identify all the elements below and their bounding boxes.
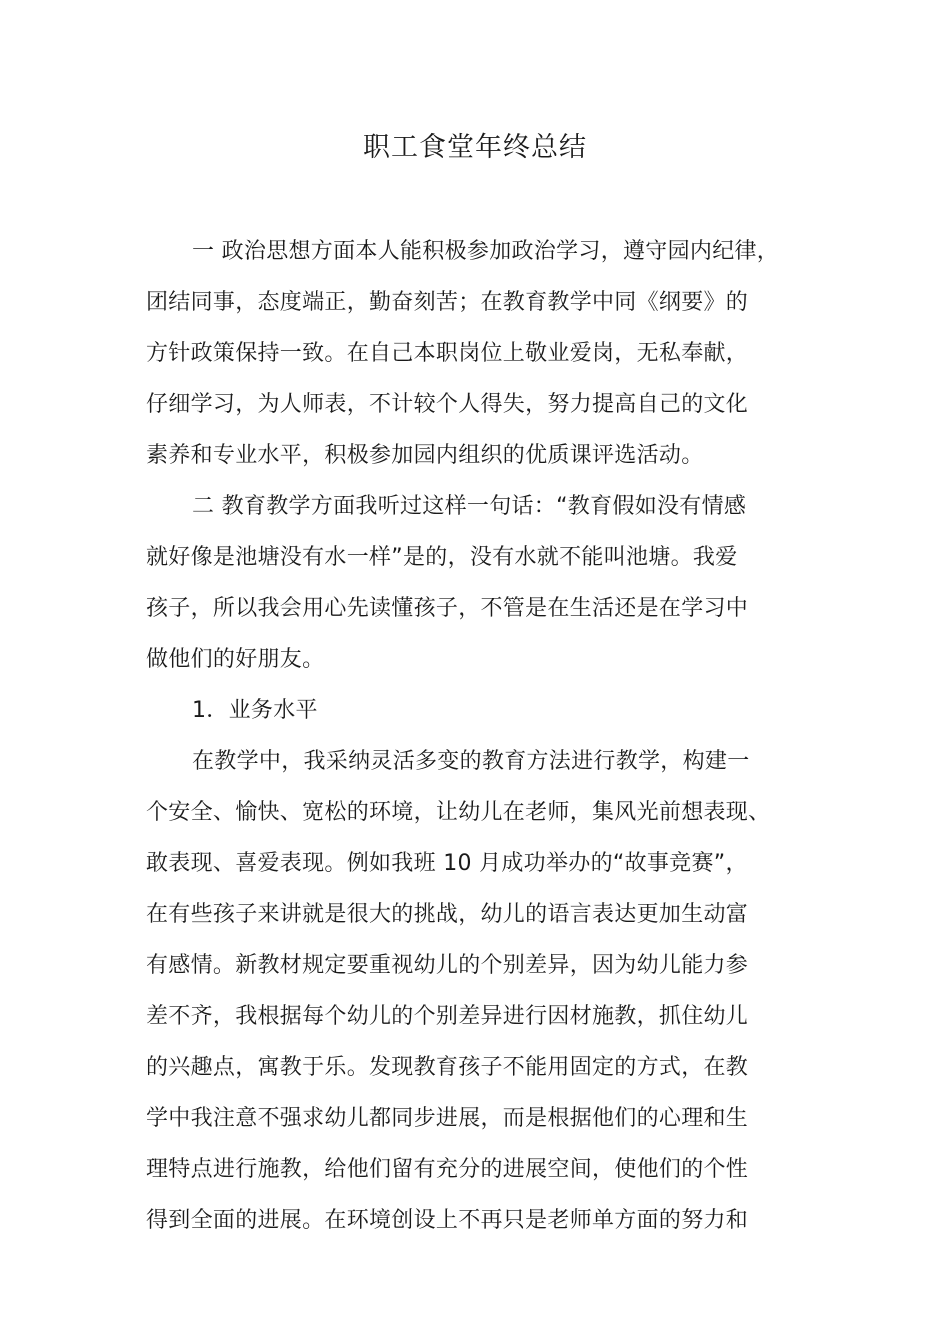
paragraph-3-line-7: 的兴趣点，寓教于乐。发现教育孩子不能用固定的方式，在教: [146, 1055, 749, 1080]
paragraph-1-line-1: 一 政治思想方面本人能积极参加政治学习，遵守园内纪律，: [192, 239, 780, 264]
paragraph-3-line-6: 差不齐，我根据每个幼儿的个别差异进行因材施教，抓住幼儿: [146, 1004, 749, 1029]
paragraph-3-line-5: 有感情。新教材规定要重视幼儿的个别差异，因为幼儿能力参: [146, 953, 749, 978]
paragraph-2-line-2: 就好像是池塘没有水一样”是的，没有水就不能叫池塘。我爱: [146, 545, 738, 570]
document-title: 职工食堂年终总结: [363, 132, 587, 163]
section-heading-business-level: 1．业务水平: [192, 698, 318, 723]
paragraph-1-line-2: 团结同事，态度端正，勤奋刻苦；在教育教学中同《纲要》的: [146, 290, 749, 315]
paragraph-3-line-10: 得到全面的进展。在环境创设上不再只是老师单方面的努力和: [146, 1208, 749, 1233]
paragraph-3-line-3: 敢表现、喜爱表现。例如我班 10 月成功举办的“故事竞赛”，: [146, 851, 748, 876]
paragraph-1-line-4: 仔细学习，为人师表，不计较个人得失，努力提高自己的文化: [146, 392, 749, 417]
paragraph-3-line-8: 学中我注意不强求幼儿都同步进展，而是根据他们的心理和生: [146, 1106, 749, 1131]
paragraph-1-line-5: 素养和专业水平，积极参加园内组织的优质课评选活动。: [146, 443, 704, 468]
paragraph-3-line-1: 在教学中，我采纳灵活多变的教育方法进行教学，构建一: [192, 749, 750, 774]
paragraph-2-line-1: 二 教育教学方面我听过这样一句话：“教育假如没有情感: [192, 494, 747, 519]
paragraph-2-line-4: 做他们的好朋友。: [146, 647, 325, 672]
paragraph-1-line-3: 方针政策保持一致。在自己本职岗位上敬业爱岗，无私奉献，: [146, 341, 749, 366]
paragraph-3-line-2: 个安全、愉快、宽松的环境，让幼儿在老师，集风光前想表现、: [146, 800, 771, 825]
paragraph-3-line-4: 在有些孩子来讲就是很大的挑战，幼儿的语言表达更加生动富: [146, 902, 749, 927]
paragraph-3-line-9: 理特点进行施教，给他们留有充分的进展空间，使他们的个性: [146, 1157, 749, 1182]
paragraph-2-line-3: 孩子，所以我会用心先读懂孩子，不管是在生活还是在学习中: [146, 596, 749, 621]
